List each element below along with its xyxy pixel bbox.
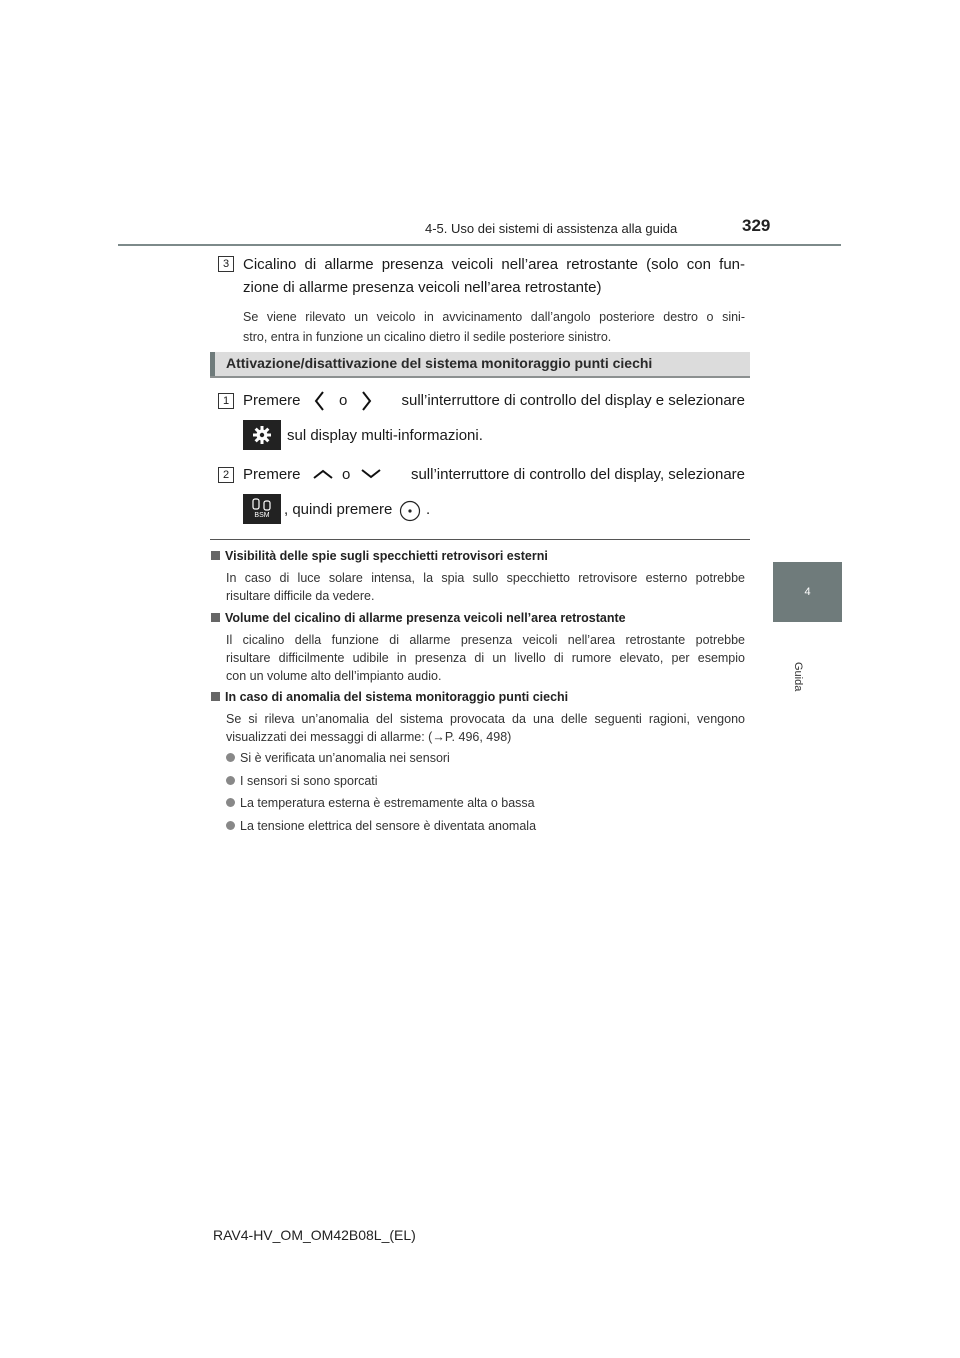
bullet-text: La temperatura esterna è estremamente alta o bassa	[240, 796, 535, 810]
section-heading: Attivazione/disattivazione del sistema monitoraggio punti ciechi	[226, 355, 653, 371]
bullet-text: Si è verificata un’anomalia nei sensori	[240, 751, 450, 765]
note-3-line-2: visualizzati dei messaggi di allarme: (→P. 496, 498)	[226, 730, 512, 744]
step-number-1: 1	[218, 393, 234, 409]
note-body-2	[226, 631, 745, 685]
note-2-line-1: Il cicalino della funzione di allarme presenza veicoli nell’area retrostante potrebbe	[226, 633, 745, 647]
step-2-or: o	[342, 466, 351, 483]
step-1-or: o	[339, 392, 348, 409]
step-2-period: .	[426, 501, 431, 518]
list-item	[226, 774, 378, 788]
note-heading-3-text: In caso di anomalia del sistema monitoraggio punti ciechi	[225, 690, 569, 704]
bullet-dot-icon	[226, 798, 235, 807]
note-heading-2	[211, 611, 626, 625]
ok-button-icon	[399, 500, 421, 527]
bsm-icon	[243, 494, 281, 524]
step-3-desc-line2: stro, entra in funzione un cicalino dietro il sedile posteriore sinistro.	[243, 330, 612, 344]
chevron-down-icon	[360, 467, 382, 486]
header-divider	[118, 244, 841, 246]
chapter-tab	[773, 562, 842, 622]
step-2-instruction: sull’interruttore di controllo del display, selezionare	[410, 466, 745, 483]
step-2-premere: Premere	[243, 466, 301, 483]
chevron-right-icon	[359, 390, 373, 417]
step-1-premere: Premere	[243, 392, 301, 409]
chapter-label	[790, 626, 826, 692]
notes-divider	[210, 539, 750, 540]
settings-gear-icon	[243, 420, 281, 450]
note-square-icon	[211, 551, 220, 560]
note-heading-3	[211, 690, 568, 704]
document-code: RAV4-HV_OM_OM42B08L_(EL)	[213, 1227, 416, 1243]
note-1-line-2: risultare difficile da vedere.	[226, 589, 375, 603]
step-3-desc-line1: Se viene rilevato un veicolo in avvicinamento dall’angolo posteriore destro o sini-	[243, 310, 745, 324]
note-2-line-2: risultare difficilmente udibile in presenza di un livello di rumore elevato, per esempio	[226, 651, 745, 665]
bullet-dot-icon	[226, 821, 235, 830]
note-heading-1	[211, 549, 548, 563]
note-heading-1-text: Visibilità delle spie sugli specchietti retrovisori esterni	[225, 549, 548, 563]
step-number-3: 3	[218, 256, 234, 272]
running-header-section: 4-5. Uso dei sistemi di assistenza alla guida	[425, 221, 678, 236]
note-body-1	[226, 569, 745, 605]
step-1-display-text: sul display multi-informazioni.	[287, 427, 483, 444]
bullet-dot-icon	[226, 753, 235, 762]
step-3-block	[243, 253, 745, 347]
note-3-line-1: Se si rileva un’anomalia del sistema provocata da una delle seguenti ragioni, vengono	[226, 712, 745, 726]
chapter-number: 4	[804, 586, 811, 598]
list-item	[226, 819, 536, 833]
section-bar-stripe	[210, 352, 215, 376]
note-2-line-3: con un volume alto dell’impianto audio.	[226, 669, 442, 683]
step-1-instruction: sull’interruttore di controllo del display e selezionare	[401, 392, 745, 409]
list-item	[226, 751, 450, 765]
chevron-left-icon	[313, 390, 327, 417]
list-item	[226, 796, 535, 810]
note-heading-2-text: Volume del cicalino di allarme presenza veicoli nell’area retrostante	[225, 611, 626, 625]
note-square-icon	[211, 613, 220, 622]
bsm-icon-label: BSM	[254, 512, 270, 519]
chevron-up-icon	[312, 467, 334, 486]
section-heading-bar	[210, 352, 750, 378]
bullet-text: La tensione elettrica del sensore è diventata anomala	[240, 819, 537, 833]
note-1-line-1: In caso di luce solare intensa, la spia sullo specchietto retrovisore esterno potrebbe	[226, 571, 745, 585]
step-2-then-press: , quindi premere	[284, 501, 393, 518]
bullet-text: I sensori si sono sporcati	[240, 774, 378, 788]
note-body-3	[226, 710, 745, 746]
step-3-title-line2: zione di allarme presenza veicoli nell’area retrostante)	[243, 279, 602, 296]
page-number: 329	[742, 216, 771, 235]
step-number-2: 2	[218, 467, 234, 483]
bullet-dot-icon	[226, 776, 235, 785]
step-3-title-line1: Cicalino di allarme presenza veicoli nell’area retrostante (solo con fun-	[243, 256, 745, 273]
note-square-icon	[211, 692, 220, 701]
chapter-label-text: Guida	[792, 662, 804, 692]
